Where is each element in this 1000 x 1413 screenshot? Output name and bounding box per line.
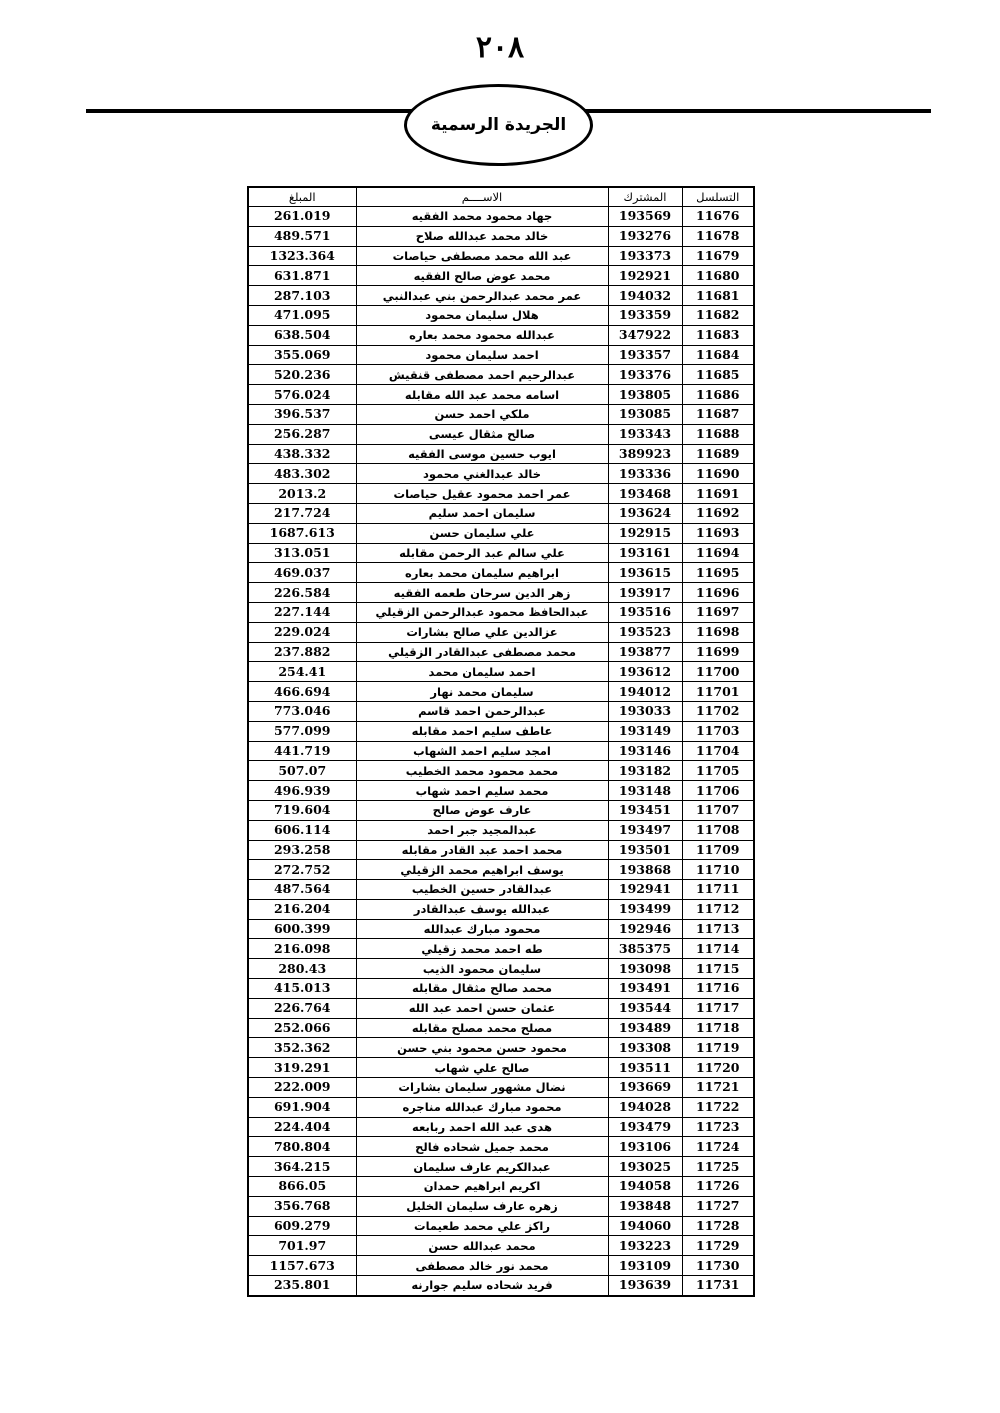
serial-cell: 11686 xyxy=(682,385,754,405)
gazette-title: الجريدة الرسمية xyxy=(430,115,567,135)
serial-cell: 11693 xyxy=(682,523,754,543)
name-cell: خالد محمد عبدالله صلاح xyxy=(356,226,608,246)
amount-cell: 701.97 xyxy=(248,1236,356,1256)
subscriber-cell: 193146 xyxy=(608,741,682,761)
serial-cell: 11714 xyxy=(682,939,754,959)
payments-table-container xyxy=(247,186,753,1297)
table-row xyxy=(248,246,754,266)
serial-cell: 11703 xyxy=(682,721,754,741)
table-row xyxy=(248,523,754,543)
serial-cell: 11690 xyxy=(682,464,754,484)
table-body xyxy=(248,207,754,1296)
serial-cell: 11684 xyxy=(682,345,754,365)
serial-cell: 11707 xyxy=(682,800,754,820)
amount-cell: 471.095 xyxy=(248,305,356,325)
table-row xyxy=(248,345,754,365)
amount-cell: 415.013 xyxy=(248,979,356,999)
name-cell: عمر احمد محمود عقيل حياصات xyxy=(356,484,608,504)
serial-cell: 11720 xyxy=(682,1058,754,1078)
table-row xyxy=(248,424,754,444)
table-row xyxy=(248,919,754,939)
amount-cell: 319.291 xyxy=(248,1058,356,1078)
table-row xyxy=(248,959,754,979)
serial-cell: 11722 xyxy=(682,1097,754,1117)
subscriber-cell: 193376 xyxy=(608,365,682,385)
amount-cell: 235.801 xyxy=(248,1276,356,1296)
serial-cell: 11708 xyxy=(682,820,754,840)
name-cell: عبدالحافظ محمود عبدالرحمن الزقيلي xyxy=(356,602,608,622)
amount-cell: 226.584 xyxy=(248,583,356,603)
name-cell: عبدالكريم عارف سليمان xyxy=(356,1157,608,1177)
subscriber-cell: 193308 xyxy=(608,1038,682,1058)
serial-cell: 11724 xyxy=(682,1137,754,1157)
serial-cell: 11725 xyxy=(682,1157,754,1177)
table-row xyxy=(248,266,754,286)
subscriber-cell: 193373 xyxy=(608,246,682,266)
name-cell: محمد جميل شحاده فالح xyxy=(356,1137,608,1157)
subscriber-cell: 193359 xyxy=(608,305,682,325)
amount-cell: 396.537 xyxy=(248,404,356,424)
header-name: الاســــم xyxy=(356,187,608,207)
name-cell: محمد نور خالد مصطفى xyxy=(356,1256,608,1276)
amount-cell: 496.939 xyxy=(248,781,356,801)
serial-cell: 11721 xyxy=(682,1078,754,1098)
table-row xyxy=(248,800,754,820)
name-cell: فريد شحاده سليم جوارنه xyxy=(356,1276,608,1296)
table-row xyxy=(248,1276,754,1296)
amount-cell: 466.694 xyxy=(248,682,356,702)
subscriber-cell: 193639 xyxy=(608,1276,682,1296)
table-row xyxy=(248,1196,754,1216)
amount-cell: 577.099 xyxy=(248,721,356,741)
amount-cell: 483.302 xyxy=(248,464,356,484)
name-cell: سليمان محمد نهار xyxy=(356,682,608,702)
amount-cell: 520.236 xyxy=(248,365,356,385)
table-row xyxy=(248,1018,754,1038)
name-cell: محمود مبارك عبدالله مناجره xyxy=(356,1097,608,1117)
amount-cell: 1687.613 xyxy=(248,523,356,543)
serial-cell: 11688 xyxy=(682,424,754,444)
serial-cell: 11697 xyxy=(682,602,754,622)
table-row xyxy=(248,583,754,603)
name-cell: محمود مبارك عبدالله xyxy=(356,919,608,939)
subscriber-cell: 193868 xyxy=(608,860,682,880)
header-amount: المبلغ xyxy=(248,187,356,207)
name-cell: ملكي احمد حسن xyxy=(356,404,608,424)
table-row xyxy=(248,1097,754,1117)
table-row xyxy=(248,226,754,246)
name-cell: سليمان احمد سليم xyxy=(356,503,608,523)
amount-cell: 226.764 xyxy=(248,998,356,1018)
serial-cell: 11679 xyxy=(682,246,754,266)
table-row xyxy=(248,464,754,484)
name-cell: عبدالله يوسف عبدالقادر xyxy=(356,899,608,919)
table-row xyxy=(248,305,754,325)
subscriber-cell: 193544 xyxy=(608,998,682,1018)
name-cell: علي سليمان حسن xyxy=(356,523,608,543)
serial-cell: 11699 xyxy=(682,642,754,662)
name-cell: احمد سليمان محمود xyxy=(356,345,608,365)
header-serial: التسلسل xyxy=(682,187,754,207)
serial-cell: 11716 xyxy=(682,979,754,999)
name-cell: هلال سليمان محمود xyxy=(356,305,608,325)
amount-cell: 609.279 xyxy=(248,1216,356,1236)
subscriber-cell: 193106 xyxy=(608,1137,682,1157)
name-cell: محمد مصطفى عبدالقادر الزقيلي xyxy=(356,642,608,662)
amount-cell: 237.882 xyxy=(248,642,356,662)
amount-cell: 272.752 xyxy=(248,860,356,880)
name-cell: عاطف سليم احمد مقابله xyxy=(356,721,608,741)
header-subscriber: المشترك xyxy=(608,187,682,207)
subscriber-cell: 193511 xyxy=(608,1058,682,1078)
table-row xyxy=(248,682,754,702)
amount-cell: 222.009 xyxy=(248,1078,356,1098)
table-row xyxy=(248,939,754,959)
name-cell: صالح علي شهاب xyxy=(356,1058,608,1078)
subscriber-cell: 193149 xyxy=(608,721,682,741)
serial-cell: 11692 xyxy=(682,503,754,523)
name-cell: محمد عوض صالح الفقيه xyxy=(356,266,608,286)
table-row xyxy=(248,484,754,504)
subscriber-cell: 192941 xyxy=(608,880,682,900)
table-row xyxy=(248,543,754,563)
serial-cell: 11682 xyxy=(682,305,754,325)
table-row xyxy=(248,622,754,642)
table-row xyxy=(248,1137,754,1157)
name-cell: ايوب حسين موسى الفقيه xyxy=(356,444,608,464)
table-row xyxy=(248,503,754,523)
subscriber-cell: 385375 xyxy=(608,939,682,959)
amount-cell: 355.069 xyxy=(248,345,356,365)
table-row xyxy=(248,761,754,781)
serial-cell: 11729 xyxy=(682,1236,754,1256)
amount-cell: 606.114 xyxy=(248,820,356,840)
amount-cell: 356.768 xyxy=(248,1196,356,1216)
serial-cell: 11728 xyxy=(682,1216,754,1236)
subscriber-cell: 193025 xyxy=(608,1157,682,1177)
name-cell: راكز علي محمد طعيمات xyxy=(356,1216,608,1236)
table-row xyxy=(248,1038,754,1058)
subscriber-cell: 192915 xyxy=(608,523,682,543)
serial-cell: 11676 xyxy=(682,207,754,227)
table-row xyxy=(248,286,754,306)
amount-cell: 469.037 xyxy=(248,563,356,583)
table-row xyxy=(248,741,754,761)
amount-cell: 364.215 xyxy=(248,1157,356,1177)
subscriber-cell: 193497 xyxy=(608,820,682,840)
serial-cell: 11687 xyxy=(682,404,754,424)
serial-cell: 11727 xyxy=(682,1196,754,1216)
subscriber-cell: 193624 xyxy=(608,503,682,523)
serial-cell: 11704 xyxy=(682,741,754,761)
serial-cell: 11696 xyxy=(682,583,754,603)
amount-cell: 224.404 xyxy=(248,1117,356,1137)
name-cell: يوسف ابراهيم محمد الزقيلي xyxy=(356,860,608,880)
subscriber-cell: 193523 xyxy=(608,622,682,642)
name-cell: عبدالله محمود محمد بعاره xyxy=(356,325,608,345)
table-row xyxy=(248,207,754,227)
table-row xyxy=(248,662,754,682)
serial-cell: 11717 xyxy=(682,998,754,1018)
amount-cell: 487.564 xyxy=(248,880,356,900)
payments-table xyxy=(247,186,755,1297)
serial-cell: 11681 xyxy=(682,286,754,306)
table-row xyxy=(248,602,754,622)
subscriber-cell: 347922 xyxy=(608,325,682,345)
subscriber-cell: 193343 xyxy=(608,424,682,444)
subscriber-cell: 193516 xyxy=(608,602,682,622)
amount-cell: 507.07 xyxy=(248,761,356,781)
serial-cell: 11730 xyxy=(682,1256,754,1276)
subscriber-cell: 193499 xyxy=(608,899,682,919)
table-row xyxy=(248,1117,754,1137)
amount-cell: 227.144 xyxy=(248,602,356,622)
subscriber-cell: 194028 xyxy=(608,1097,682,1117)
subscriber-cell: 193612 xyxy=(608,662,682,682)
subscriber-cell: 193805 xyxy=(608,385,682,405)
table-row xyxy=(248,880,754,900)
table-row xyxy=(248,444,754,464)
serial-cell: 11709 xyxy=(682,840,754,860)
table-row xyxy=(248,701,754,721)
table-row xyxy=(248,563,754,583)
name-cell: اكريم ابراهيم حمدان xyxy=(356,1177,608,1197)
subscriber-cell: 194012 xyxy=(608,682,682,702)
subscriber-cell: 193489 xyxy=(608,1018,682,1038)
amount-cell: 256.287 xyxy=(248,424,356,444)
name-cell: محمد صالح مثقال مقابله xyxy=(356,979,608,999)
table-row xyxy=(248,325,754,345)
serial-cell: 11723 xyxy=(682,1117,754,1137)
name-cell: ابراهيم سليمان محمد بعاره xyxy=(356,563,608,583)
page-number: ٢٠٨ xyxy=(475,30,525,65)
name-cell: امجد سليم احمد الشهاب xyxy=(356,741,608,761)
amount-cell: 719.604 xyxy=(248,800,356,820)
name-cell: عبدالرحيم احمد مصطفى قنقيش xyxy=(356,365,608,385)
serial-cell: 11695 xyxy=(682,563,754,583)
subscriber-cell: 192921 xyxy=(608,266,682,286)
amount-cell: 600.399 xyxy=(248,919,356,939)
serial-cell: 11713 xyxy=(682,919,754,939)
table-row xyxy=(248,1216,754,1236)
amount-cell: 691.904 xyxy=(248,1097,356,1117)
amount-cell: 293.258 xyxy=(248,840,356,860)
subscriber-cell: 193182 xyxy=(608,761,682,781)
amount-cell: 2013.2 xyxy=(248,484,356,504)
subscriber-cell: 193848 xyxy=(608,1196,682,1216)
name-cell: محمد محمود محمد الخطيب xyxy=(356,761,608,781)
serial-cell: 11726 xyxy=(682,1177,754,1197)
amount-cell: 280.43 xyxy=(248,959,356,979)
subscriber-cell: 194032 xyxy=(608,286,682,306)
header-ellipse xyxy=(404,84,593,166)
table-row xyxy=(248,365,754,385)
amount-cell: 352.362 xyxy=(248,1038,356,1058)
subscriber-cell: 193223 xyxy=(608,1236,682,1256)
subscriber-cell: 193451 xyxy=(608,800,682,820)
subscriber-cell: 193276 xyxy=(608,226,682,246)
amount-cell: 216.098 xyxy=(248,939,356,959)
subscriber-cell: 193148 xyxy=(608,781,682,801)
serial-cell: 11706 xyxy=(682,781,754,801)
name-cell: مصلح محمد مصلح مقابله xyxy=(356,1018,608,1038)
subscriber-cell: 193479 xyxy=(608,1117,682,1137)
name-cell: نضال مشهور سليمان بشارات xyxy=(356,1078,608,1098)
name-cell: زهر الدين سرحان طعمه الفقيه xyxy=(356,583,608,603)
name-cell: هدى عبد الله احمد ربابعه xyxy=(356,1117,608,1137)
table-row xyxy=(248,404,754,424)
subscriber-cell: 389923 xyxy=(608,444,682,464)
table-row xyxy=(248,642,754,662)
name-cell: علي سالم عبد الرحمن مقابله xyxy=(356,543,608,563)
serial-cell: 11701 xyxy=(682,682,754,702)
amount-cell: 638.504 xyxy=(248,325,356,345)
serial-cell: 11700 xyxy=(682,662,754,682)
subscriber-cell: 193491 xyxy=(608,979,682,999)
name-cell: عارف عوض صالح xyxy=(356,800,608,820)
name-cell: محمود حسن محمود بني حسن xyxy=(356,1038,608,1058)
subscriber-cell: 192946 xyxy=(608,919,682,939)
amount-cell: 773.046 xyxy=(248,701,356,721)
amount-cell: 229.024 xyxy=(248,622,356,642)
name-cell: جهاد محمود محمد الفقيه xyxy=(356,207,608,227)
amount-cell: 438.332 xyxy=(248,444,356,464)
name-cell: سليمان محمود الذيب xyxy=(356,959,608,979)
table-row xyxy=(248,1078,754,1098)
subscriber-cell: 193501 xyxy=(608,840,682,860)
amount-cell: 1323.364 xyxy=(248,246,356,266)
serial-cell: 11680 xyxy=(682,266,754,286)
table-row xyxy=(248,781,754,801)
table-row xyxy=(248,721,754,741)
table-row xyxy=(248,1058,754,1078)
table-row xyxy=(248,385,754,405)
amount-cell: 441.719 xyxy=(248,741,356,761)
amount-cell: 576.024 xyxy=(248,385,356,405)
subscriber-cell: 193357 xyxy=(608,345,682,365)
name-cell: محمد احمد عبد القادر مقابله xyxy=(356,840,608,860)
serial-cell: 11698 xyxy=(682,622,754,642)
table-row xyxy=(248,1256,754,1276)
amount-cell: 252.066 xyxy=(248,1018,356,1038)
amount-cell: 216.204 xyxy=(248,899,356,919)
subscriber-cell: 193569 xyxy=(608,207,682,227)
subscriber-cell: 193468 xyxy=(608,484,682,504)
serial-cell: 11678 xyxy=(682,226,754,246)
serial-cell: 11711 xyxy=(682,880,754,900)
serial-cell: 11715 xyxy=(682,959,754,979)
name-cell: طه احمد محمد زقيلي xyxy=(356,939,608,959)
subscriber-cell: 194060 xyxy=(608,1216,682,1236)
name-cell: عبد الله محمد مصطفى حياصات xyxy=(356,246,608,266)
table-header-row xyxy=(248,187,754,207)
name-cell: عبدالقادر حسين الخطيب xyxy=(356,880,608,900)
name-cell: صالح مثقال عيسى xyxy=(356,424,608,444)
amount-cell: 780.804 xyxy=(248,1137,356,1157)
amount-cell: 1157.673 xyxy=(248,1256,356,1276)
serial-cell: 11731 xyxy=(682,1276,754,1296)
amount-cell: 631.871 xyxy=(248,266,356,286)
serial-cell: 11689 xyxy=(682,444,754,464)
name-cell: زهره عارف سليمان الخليل xyxy=(356,1196,608,1216)
name-cell: محمد عبدالله حسن xyxy=(356,1236,608,1256)
serial-cell: 11705 xyxy=(682,761,754,781)
subscriber-cell: 193336 xyxy=(608,464,682,484)
subscriber-cell: 193085 xyxy=(608,404,682,424)
table-row xyxy=(248,1177,754,1197)
subscriber-cell: 193917 xyxy=(608,583,682,603)
serial-cell: 11685 xyxy=(682,365,754,385)
subscriber-cell: 193033 xyxy=(608,701,682,721)
subscriber-cell: 194058 xyxy=(608,1177,682,1197)
amount-cell: 489.571 xyxy=(248,226,356,246)
table-row xyxy=(248,840,754,860)
name-cell: خالد عبدالغني محمود xyxy=(356,464,608,484)
serial-cell: 11719 xyxy=(682,1038,754,1058)
subscriber-cell: 193877 xyxy=(608,642,682,662)
name-cell: عثمان حسن احمد عبد الله xyxy=(356,998,608,1018)
name-cell: اسامه محمد عبد الله مقابله xyxy=(356,385,608,405)
amount-cell: 254.41 xyxy=(248,662,356,682)
subscriber-cell: 193161 xyxy=(608,543,682,563)
serial-cell: 11712 xyxy=(682,899,754,919)
amount-cell: 287.103 xyxy=(248,286,356,306)
table-row xyxy=(248,979,754,999)
table-row xyxy=(248,1236,754,1256)
serial-cell: 11718 xyxy=(682,1018,754,1038)
table-row xyxy=(248,899,754,919)
serial-cell: 11691 xyxy=(682,484,754,504)
amount-cell: 866.05 xyxy=(248,1177,356,1197)
serial-cell: 11710 xyxy=(682,860,754,880)
amount-cell: 313.051 xyxy=(248,543,356,563)
name-cell: احمد سليمان محمد xyxy=(356,662,608,682)
serial-cell: 11702 xyxy=(682,701,754,721)
subscriber-cell: 193669 xyxy=(608,1078,682,1098)
amount-cell: 261.019 xyxy=(248,207,356,227)
table-row xyxy=(248,1157,754,1177)
name-cell: محمد سليم احمد شهاب xyxy=(356,781,608,801)
serial-cell: 11694 xyxy=(682,543,754,563)
table-row xyxy=(248,998,754,1018)
table-row xyxy=(248,820,754,840)
table-row xyxy=(248,860,754,880)
subscriber-cell: 193615 xyxy=(608,563,682,583)
serial-cell: 11683 xyxy=(682,325,754,345)
subscriber-cell: 193098 xyxy=(608,959,682,979)
name-cell: عبدالمجيد جبر احمد xyxy=(356,820,608,840)
subscriber-cell: 193109 xyxy=(608,1256,682,1276)
amount-cell: 217.724 xyxy=(248,503,356,523)
name-cell: عزالدين علي صالح بشارات xyxy=(356,622,608,642)
name-cell: عبدالرحمن احمد قاسم xyxy=(356,701,608,721)
name-cell: عمر محمد عبدالرحمن بني عبدالنبي xyxy=(356,286,608,306)
